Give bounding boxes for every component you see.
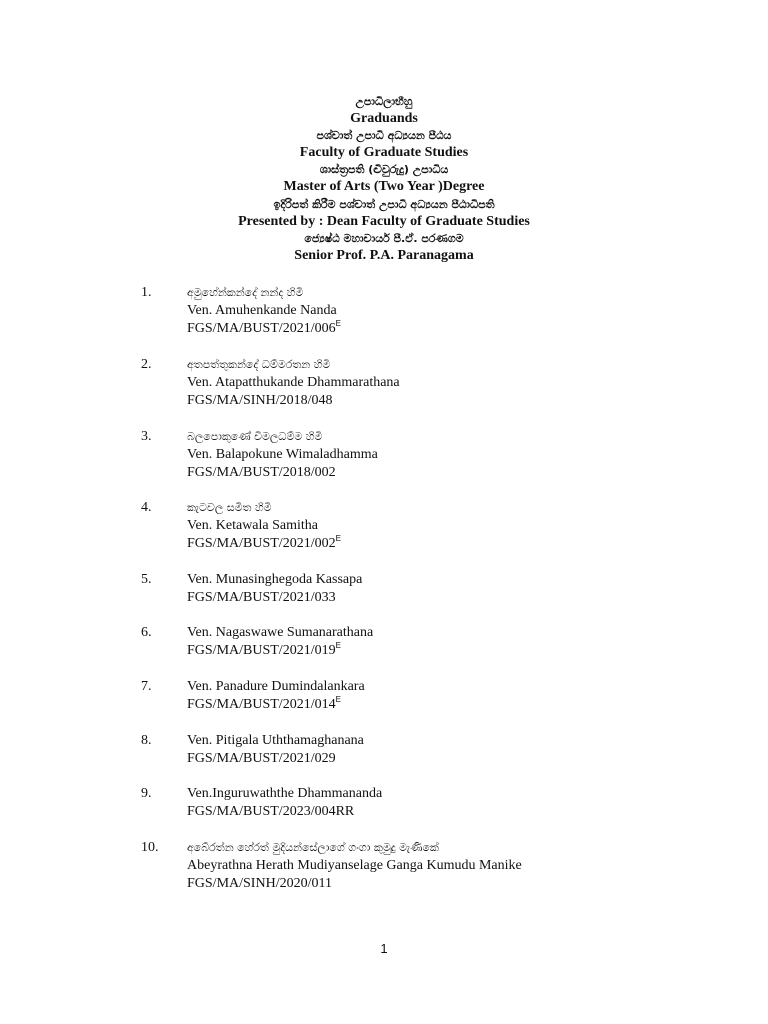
entry-number: 10. bbox=[141, 840, 159, 855]
registration-number bbox=[187, 464, 378, 482]
reg-no-text: FGS/MA/BUST/2018/002 bbox=[187, 465, 336, 480]
header-line-sinhala-faculty: පශ්චාත් උපාධි අධ්‍යයන පීඨය bbox=[316, 129, 452, 143]
reg-no-text: FGS/MA/SINH/2018/048 bbox=[187, 393, 333, 408]
header-line-sinhala-degree: ශාස්ත්‍රපති (ද්‍විවුරුදු) උපාධිය bbox=[319, 163, 449, 177]
reg-no-text: FGS/MA/BUST/2021/033 bbox=[187, 590, 336, 605]
reg-no-text: FGS/MA/BUST/2021/029 bbox=[187, 751, 336, 766]
english-name: Ven. Ketawala Samitha bbox=[187, 518, 319, 533]
english-name: Ven. Atapatthukande Dhammarathana bbox=[187, 375, 400, 390]
header-line-presenter: Senior Prof. P.A. Paranagama bbox=[294, 247, 474, 263]
sinhala-name: අතපත්තුකන්දේ ධම්මරතන හිමි bbox=[187, 358, 331, 371]
reg-no-text: FGS/MA/BUST/2023/004RR bbox=[187, 804, 355, 819]
entry-number: 2. bbox=[141, 357, 152, 372]
entry-number: 9. bbox=[141, 786, 152, 801]
registration-number bbox=[187, 535, 341, 553]
sinhala-name: බලපොකුණේ විමලධම්ම හිමි bbox=[187, 430, 323, 443]
entry-number: 1. bbox=[141, 285, 152, 300]
page-number: 1 bbox=[380, 941, 388, 956]
english-name: Ven. Balapokune Wimaladhamma bbox=[187, 447, 378, 462]
header-line-presented-by: Presented by : Dean Faculty of Graduate Studies bbox=[238, 213, 530, 229]
entry-number: 8. bbox=[141, 733, 152, 748]
reg-no-superscript: E bbox=[335, 641, 341, 650]
registration-number bbox=[187, 750, 364, 768]
entry-number: 3. bbox=[141, 429, 152, 444]
registration-number bbox=[187, 642, 373, 660]
english-name: Ven. Munasinghegoda Kassapa bbox=[187, 572, 363, 587]
header-line-degree: Master of Arts (Two Year )Degree bbox=[283, 179, 485, 195]
reg-no-superscript: E bbox=[335, 695, 341, 704]
reg-no-text: FGS/MA/BUST/2021/002 bbox=[187, 536, 336, 551]
reg-no-superscript: E bbox=[335, 319, 341, 328]
document-header bbox=[0, 93, 768, 264]
registration-number bbox=[187, 696, 365, 714]
header-line-sinhala-presented-by: ඉදිරිපත් කිරීම පශ්චාත් උපාධි අධ්‍යයන පීඨාධිපති bbox=[273, 197, 495, 211]
reg-no-superscript: E bbox=[335, 534, 341, 543]
sinhala-name: අමුහේන්කන්දේ නන්ද හිමි bbox=[187, 286, 304, 299]
reg-no-text: FGS/MA/BUST/2021/019 bbox=[187, 643, 336, 658]
sinhala-name: අබේරත්න හේරත් මුදියන්සේලාගේ ගංගා කුමුදු මැණිකේ bbox=[187, 841, 439, 854]
reg-no-text: FGS/MA/BUST/2021/006 bbox=[187, 321, 336, 336]
registration-number bbox=[187, 589, 362, 607]
header-line-graduands: Graduands bbox=[350, 111, 418, 127]
english-name: Abeyrathna Herath Mudiyanselage Ganga Kumudu Manike bbox=[187, 858, 522, 873]
entry-number: 6. bbox=[141, 625, 152, 640]
header-line-sinhala-presenter: ජ්‍යෙෂ්ඨ මහාචාර්ය පී.ඒ. පරණගම bbox=[304, 231, 464, 245]
sinhala-name: කැටවල සමිත හිමි bbox=[187, 501, 272, 514]
entry-number: 5. bbox=[141, 572, 152, 587]
english-name: Ven. Panadure Dumindalankara bbox=[187, 679, 365, 694]
english-name: Ven. Pitigala Uththamaghanana bbox=[187, 733, 364, 748]
registration-number bbox=[187, 875, 522, 893]
english-name: Ven.Inguruwaththe Dhammananda bbox=[187, 786, 383, 801]
registration-number bbox=[187, 803, 382, 821]
header-line-faculty: Faculty of Graduate Studies bbox=[299, 145, 469, 161]
entry-number: 7. bbox=[141, 679, 152, 694]
registration-number bbox=[187, 392, 400, 410]
entry-number: 4. bbox=[141, 500, 152, 515]
header-line-sinhala-graduands: උපාධිලාභීහු bbox=[355, 95, 413, 108]
reg-no-text: FGS/MA/SINH/2020/011 bbox=[187, 876, 332, 891]
registration-number bbox=[187, 320, 341, 338]
english-name: Ven. Amuhenkande Nanda bbox=[187, 303, 337, 318]
english-name: Ven. Nagaswawe Sumanarathana bbox=[187, 625, 374, 640]
reg-no-text: FGS/MA/BUST/2021/014 bbox=[187, 697, 336, 712]
